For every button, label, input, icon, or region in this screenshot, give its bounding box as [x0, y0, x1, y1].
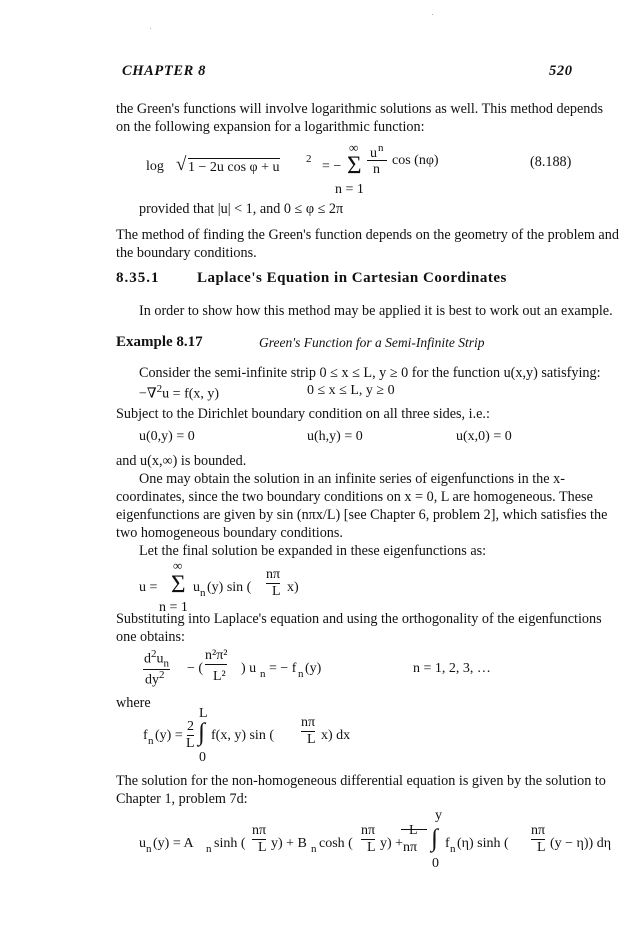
series-expansion-equation: u = ∞ Σ n = 1 u n (y) sin ( nπ L x) [139, 558, 299, 615]
paragraph-line: The solution for the non-homogeneous differential equation is given by the solution to [116, 773, 606, 789]
paragraph-line: two homogeneous boundary conditions. [116, 525, 343, 541]
equation-number: (8.188) [530, 154, 572, 170]
example-title: Green's Function for a Semi-Infinite Strip [259, 335, 485, 350]
paragraph-line: In order to show how this method may be applied it is best to work out an example. [139, 303, 613, 319]
ode-index-range: n = 1, 2, 3, … [413, 661, 491, 676]
paragraph-line: Let the final solution be expanded in these eigenfunctions as: [139, 543, 487, 559]
page-number: 520 [549, 63, 573, 79]
eigen-ode-equation: $d^2u_n$ $dy^2$ − ( n²π² L² ) u n = − f n (y) [144, 648, 322, 688]
boundary-condition-2: u(h,y) = 0 [307, 429, 363, 444]
log-expansion-equation: log √ 1 − 2u cos φ + u 2 = − ∞ Σ n = 1 u n n cos (nφ) [146, 140, 439, 197]
fourier-coefficient-equation: L f n (y) = 2 L ∫ 0 f(x, y) sin ( nπ L x) dx [143, 706, 351, 765]
paragraph-line: and u(x,∞) is bounded. [116, 453, 247, 469]
paragraph-line: where [116, 695, 151, 711]
poisson-domain: 0 ≤ x ≤ L, y ≥ 0 [307, 383, 395, 398]
paragraph-line: the Green's functions will involve logarithmic solutions as well. This method depends [116, 101, 603, 117]
general-solution-equation: u n (y) = A n sinh ( nπ L y) + B n cosh ( nπ L y) + L nπ y ∫ 0 f n (η) sinh ( nπ L (y − η)) dη [139, 808, 612, 871]
section-number: 8.35.1 [116, 270, 160, 286]
paragraph-line: Consider the semi-infinite strip 0 ≤ x ≤ L, y ≥ 0 for the function u(x,y) satisfying: [139, 365, 601, 381]
paragraph-line: one obtains: [116, 629, 185, 645]
section-title: Laplace's Equation in Cartesian Coordinates [197, 270, 507, 286]
paragraph-line: the boundary conditions. [116, 245, 257, 261]
boundary-condition-3: u(x,0) = 0 [456, 429, 512, 444]
paragraph-line: coordinates, since the two boundary conditions on x = 0, L are homogeneous. These [116, 489, 593, 505]
boundary-condition-1: u(0,y) = 0 [139, 429, 195, 444]
paragraph-line: Chapter 1, problem 7d: [116, 791, 248, 807]
paragraph-line: The method of finding the Green's function depends on the geometry of the problem and [116, 227, 619, 243]
poisson-equation: −∇$^2$u = f(x, y) [139, 383, 220, 402]
paragraph-line: One may obtain the solution in an infinite series of eigenfunctions in the x- [139, 471, 565, 487]
paragraph-line: eigenfunctions are given by sin (nπx/L) [see Chapter 6, problem 2], which satisfies the [116, 507, 608, 523]
paragraph-line: Subject to the Dirichlet boundary condition on all three sides, i.e.: [116, 406, 490, 422]
paragraph-line: Substituting into Laplace's equation and using the orthogonality of the eigenfunctions [116, 611, 602, 627]
example-label: Example 8.17 [116, 334, 203, 350]
chapter-header: CHAPTER 8 [122, 63, 206, 79]
paragraph-line: on the following expansion for a logarithmic function: [116, 119, 425, 135]
condition-text: provided that |u| < 1, and 0 ≤ φ ≤ 2π [139, 201, 344, 217]
